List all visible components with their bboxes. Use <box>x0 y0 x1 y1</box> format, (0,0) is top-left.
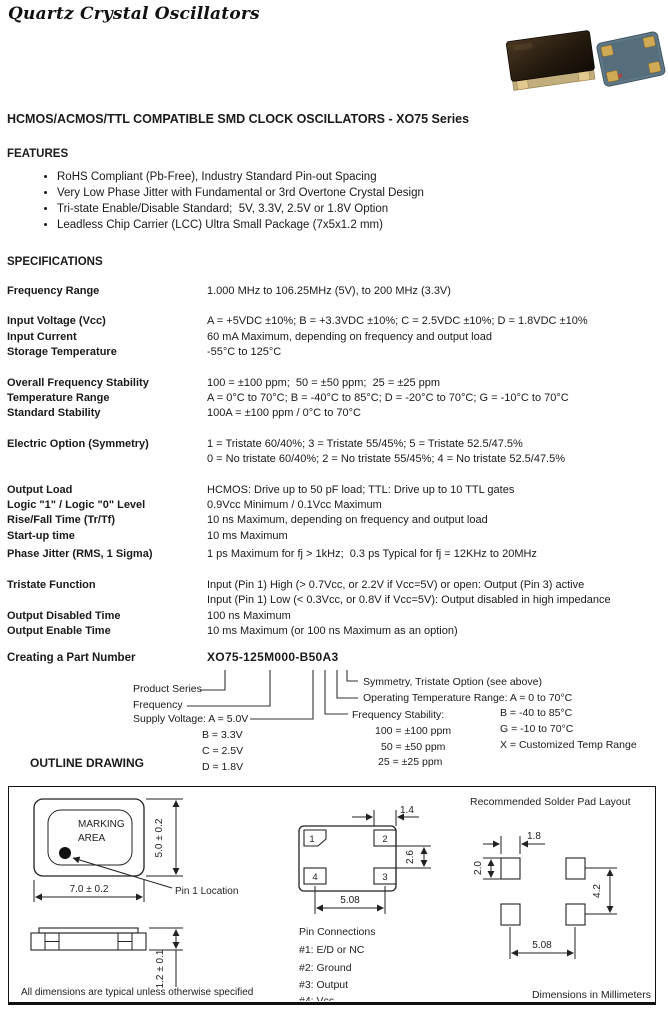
series-heading: HCMOS/ACMOS/TTL COMPATIBLE SMD CLOCK OSCILLATORS - XO75 Series <box>7 112 470 126</box>
op-temp-option: B = -40 to 85°C <box>500 707 573 719</box>
features-heading: FEATURES <box>7 148 69 160</box>
spec-label: Input Voltage (Vcc) <box>7 315 106 328</box>
product-photo <box>498 24 666 106</box>
outline-drawing-box <box>8 786 656 1005</box>
features-list <box>40 169 424 233</box>
pin-number: 3 <box>382 872 388 883</box>
spec-row <box>7 284 665 299</box>
supply-voltage-option: B = 3.3V <box>202 729 243 741</box>
spec-row <box>7 593 665 608</box>
spec-label: Start-up time <box>7 529 75 542</box>
spec-row <box>7 609 665 624</box>
dim-vertical-pitch-label: 4.2 <box>592 884 603 898</box>
spec-value: A = +5VDC ±10%; B = +3.3VDC ±10%; C = 2.5VDC ±10%; D = 1.8VDC ±10% <box>207 315 588 328</box>
pin-connection-item: #3: Output <box>299 979 349 991</box>
stability-option: 50 = ±50 ppm <box>381 741 446 753</box>
part-number-stability-label: Frequency Stability: <box>352 709 445 721</box>
spec-value: Input (Pin 1) High (> 0.7Vcc, or 2.2V if Vcc=5V) or open: Output (Pin 3) active <box>207 578 585 591</box>
op-temp-option: X = Customized Temp Range <box>500 739 637 751</box>
spec-row <box>7 314 665 329</box>
part-number-supply-voltage-label: Supply Voltage: A = 5.0V <box>133 713 249 725</box>
spec-value: A = 0°C to 70°C; B = -40°C to 85°C; D = -20°C to 70°C; G = -10°C to 70°C <box>207 392 569 405</box>
feature-item: • Tri-state Enable/Disable Standard; 5V, 3.3V, 2.5V or 1.8V Option <box>57 201 424 217</box>
outline-drawing-heading: OUTLINE DRAWING <box>30 756 144 770</box>
part-number-frequency-label: Frequency <box>133 699 183 711</box>
dim-thickness-label: 1.2 ± 0.1 <box>155 949 166 989</box>
spec-label: Overall Frequency Stability <box>7 376 149 389</box>
pin-number: 2 <box>382 834 388 845</box>
stability-option: 100 = ±100 ppm <box>375 725 452 737</box>
part-number-symmetry-label: Symmetry, Tristate Option (see above) <box>363 676 542 688</box>
pin-connection-item: #4: Vcc <box>299 995 335 1001</box>
dim-pin-gap-label: 2.6 <box>405 850 416 864</box>
outline-drawing-svg <box>9 787 654 1001</box>
spec-value: -55°C to 125°C <box>207 346 282 359</box>
spec-row <box>7 376 665 391</box>
spec-label: Storage Temperature <box>7 346 117 359</box>
dim-pin-width-label: 1.4 <box>400 805 414 816</box>
pin-number: 4 <box>312 872 318 883</box>
stability-option: 25 = ±25 ppm <box>378 756 443 768</box>
part-number-op-temp-label: Operating Temperature Range: A = 0 to 70°C <box>363 692 573 704</box>
dim-width-label: 7.0 ± 0.2 <box>69 884 109 895</box>
spec-row <box>7 345 665 360</box>
spec-value: 100 = ±100 ppm; 50 = ±50 ppm; 25 = ±25 ppm <box>207 376 441 389</box>
oscillator-bottom-view-photo <box>596 31 666 87</box>
marking-area-label: AREA <box>78 833 106 844</box>
feature-item: • Very Low Phase Jitter with Fundamental or 3rd Overtone Crystal Design <box>57 185 424 201</box>
pin-connections-heading: Pin Connections <box>299 926 376 938</box>
spec-value: HCMOS: Drive up to 50 pF load; TTL: Drive up to 10 TTL gates <box>207 483 515 496</box>
part-number-heading: Creating a Part Number <box>7 652 136 664</box>
op-temp-option: G = -10 to 70°C <box>500 723 574 735</box>
spec-row <box>7 406 665 421</box>
spec-value: 60 mA Maximum, depending on frequency and output load <box>207 330 492 343</box>
spec-label: Temperature Range <box>7 392 110 405</box>
page-title: Quartz Crystal Oscillators <box>8 4 260 24</box>
pin-connection-item: #1: E/D or NC <box>299 944 365 956</box>
spec-value: 100A = ±100 ppm / 0°C to 70°C <box>207 407 361 420</box>
dimensions-note: All dimensions are typical unless otherwise specified <box>21 987 254 998</box>
specifications-table <box>7 284 665 639</box>
marking-area-label: MARKING <box>78 819 125 830</box>
solder-pad-heading: Recommended Solder Pad Layout <box>470 796 631 808</box>
spec-row <box>7 547 665 562</box>
spec-label: Input Current <box>7 330 77 343</box>
spec-value: 0.9Vcc Minimum / 0.1Vcc Maximum <box>207 499 382 512</box>
spec-value: Input (Pin 1) Low (< 0.3Vcc, or 0.8V if Vcc=5V): Output disabled in high impedance <box>207 594 611 607</box>
dim-pitch-label: 5.08 <box>340 895 360 906</box>
spec-value: 0 = No tristate 60/40%; 2 = No tristate 55/45%; 4 = No tristate 52.5/47.5% <box>207 453 566 466</box>
spec-label: Rise/Fall Time (Tr/Tf) <box>7 514 115 527</box>
spec-row <box>7 391 665 406</box>
dim-height-label: 5.0 ± 0.2 <box>154 818 165 858</box>
spec-row <box>7 578 665 593</box>
spec-label: Output Disabled Time <box>7 609 121 622</box>
spec-label: Electric Option (Symmetry) <box>7 437 149 450</box>
pin1-location-label: Pin 1 Location <box>175 886 239 897</box>
spec-row <box>7 437 665 452</box>
spec-value: 1 = Tristate 60/40%; 3 = Tristate 55/45%; 5 = Tristate 52.5/47.5% <box>207 437 523 450</box>
oscillator-top-view-photo <box>506 30 596 90</box>
dim-pad-height-label: 2.0 <box>473 861 484 875</box>
spec-row <box>7 624 665 639</box>
dimensions-in-mm-label: Dimensions in Millimeters <box>531 989 651 1001</box>
pin-number: 1 <box>309 834 315 845</box>
supply-voltage-option: D = 1.8V <box>202 761 244 773</box>
spec-row <box>7 529 665 544</box>
spec-value: 10 ns Maximum, depending on frequency and output load <box>207 514 488 527</box>
spec-value: 100 ns Maximum <box>207 609 291 622</box>
spec-row <box>7 483 665 498</box>
spec-row <box>7 452 665 467</box>
dim-horizontal-pitch-label: 5.08 <box>532 940 552 951</box>
spec-label: Output Load <box>7 483 73 496</box>
spec-row <box>7 330 665 345</box>
spec-label: Logic "1" / Logic "0" Level <box>7 499 146 512</box>
spec-label <box>7 452 207 467</box>
feature-item: • RoHS Compliant (Pb-Free), Industry Standard Pin-out Spacing <box>57 169 424 185</box>
spec-value: 1 ps Maximum for fj > 1kHz; 0.3 ps Typical for fj = 12KHz to 20MHz <box>207 548 537 561</box>
spec-row <box>7 513 665 528</box>
spec-label: Frequency Range <box>7 285 100 297</box>
spec-label: Output Enable Time <box>7 624 111 637</box>
supply-voltage-option: C = 2.5V <box>202 745 244 757</box>
spec-label: Standard Stability <box>7 407 101 420</box>
spec-label: Phase Jitter (RMS, 1 Sigma) <box>7 548 153 561</box>
pin-connection-item: #2: Ground <box>299 962 352 974</box>
dim-pad-width-label: 1.8 <box>527 831 541 842</box>
spec-value: 10 ms Maximum <box>207 529 288 542</box>
part-number-product-series-label: Product Series <box>133 683 202 695</box>
spec-value: 1.000 MHz to 106.25MHz (5V), to 200 MHz (3.3V) <box>207 285 451 297</box>
spec-label: Tristate Function <box>7 578 96 591</box>
specifications-heading: SPECIFICATIONS <box>7 256 103 268</box>
part-number-example: XO75-125M000-B50A3 <box>207 650 339 664</box>
spec-value: 10 ms Maximum (or 100 ns Maximum as an option) <box>207 624 458 637</box>
spec-row <box>7 498 665 513</box>
spec-label <box>7 593 207 608</box>
feature-item: • Leadless Chip Carrier (LCC) Ultra Small Package (7x5x1.2 mm) <box>57 217 424 233</box>
